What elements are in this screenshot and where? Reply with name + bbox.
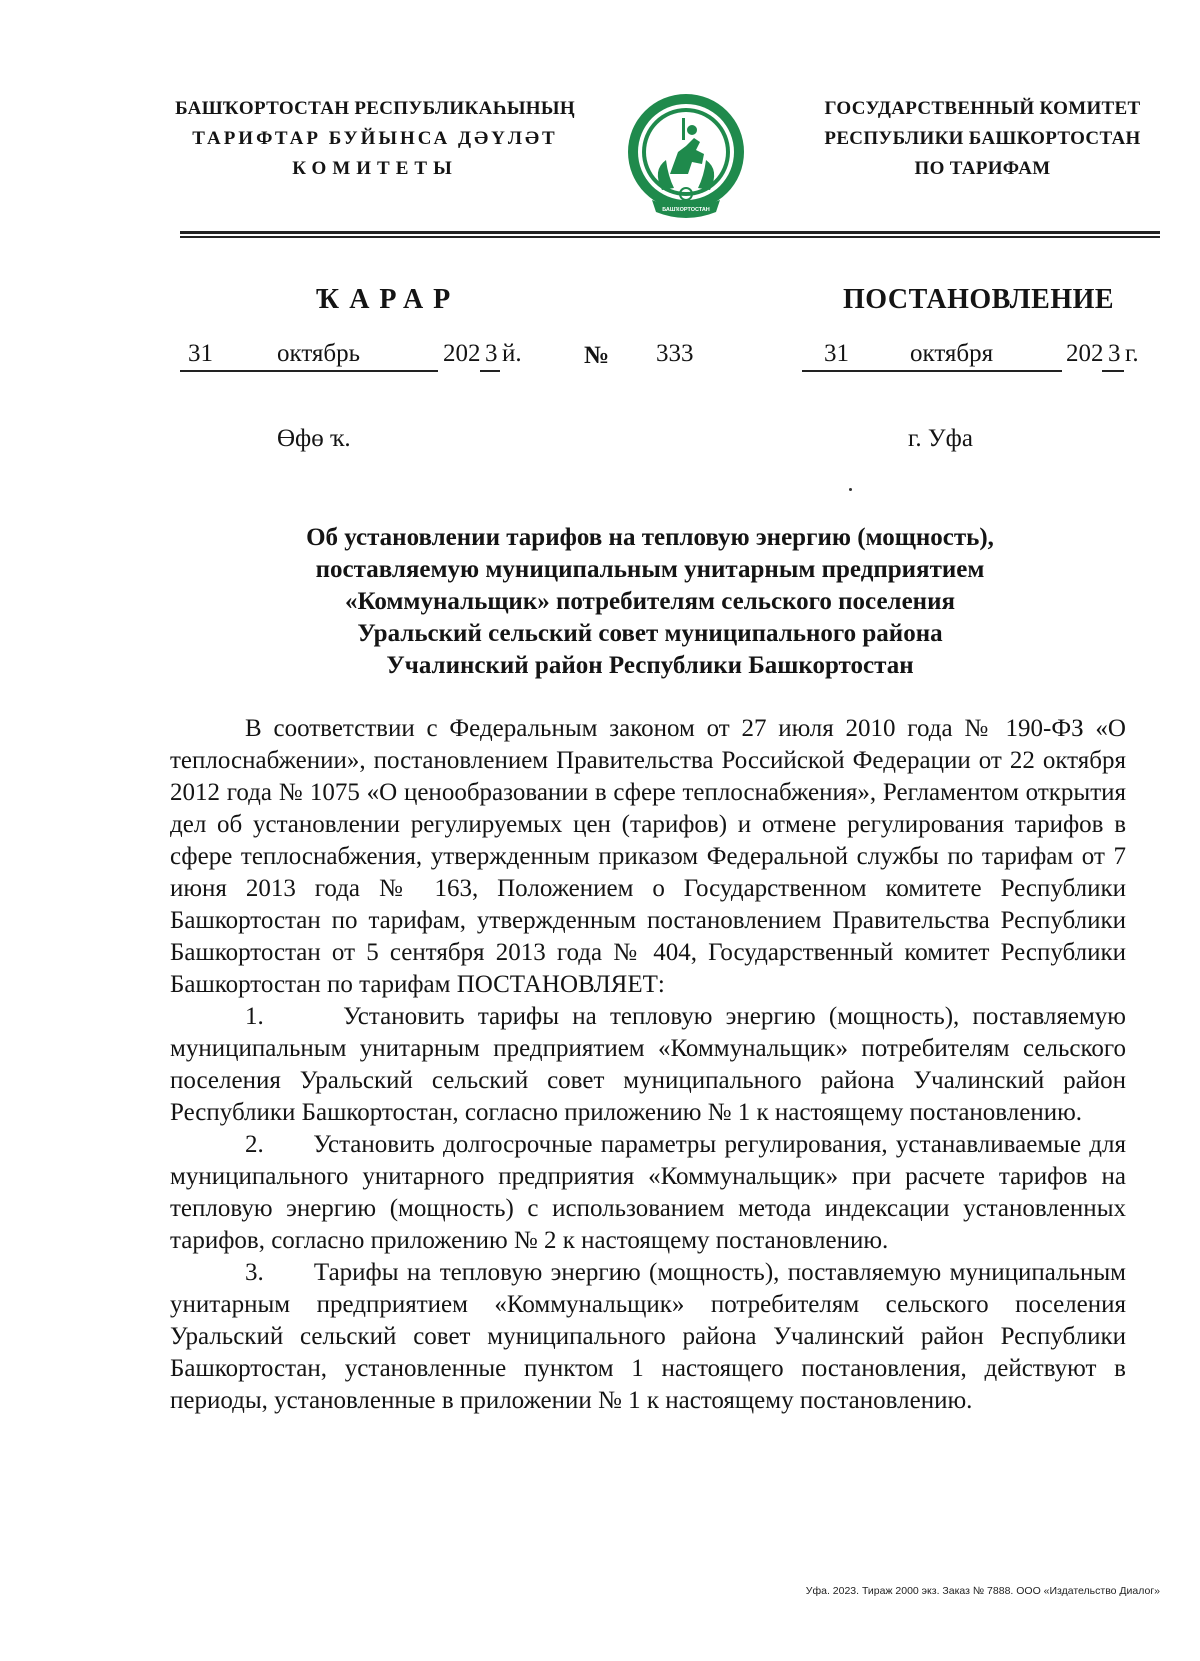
issuer-russian-line-3: ПО ТАРИФАМ [914, 158, 1051, 179]
title-line-4: Уральский сельский совет муниципального района [357, 620, 943, 647]
document-number: 333 [656, 340, 694, 367]
preamble-paragraph: В соответствии с Федеральным законом от 27 июля 2010 года № 190-ФЗ «О теплоснабжении», постановлением Правительства Российской Федерации от 22 октября 2012 года № 1075 «О ценообразовании в сфере теплоснабжения», Регламентом открытия дел об установлении регулируемых цен (тарифов) и отмене регулирования тарифов в сфере теплоснабжения, утвержденным приказом Федеральной службы по тарифам от 7 июня 2013 года № 163, Положением о Государственном комитете Республики Башкортостан по тарифам, утвержденным постановлением Правительства Республики Башкортостан от 5 сентября 2013 года № 404, Государственный комитет Республики Башкортостан по тарифам ПОСТАНОВЛЯЕТ: [170, 715, 1126, 998]
header-divider-thin [180, 236, 1160, 238]
date-russian-month: октября [910, 340, 994, 367]
date-bashkir-year-prefix: 202 [443, 340, 481, 367]
issuer-bashkir-line-3: КОМИТЕТЫ [292, 158, 458, 179]
title-line-3: «Коммунальщик» потребителям сельского поселения [344, 588, 956, 615]
date-russian [802, 340, 1168, 376]
issuer-bashkir-line-2: ТАРИФТАР БУЙЫНСА ДӘҮЛӘТ [192, 128, 558, 149]
issuer-russian-line-1: ГОСУДАРСТВЕННЫЙ КОМИТЕТ [824, 98, 1141, 119]
resolution-item-2: 2. Установить долгосрочные параметры регулирования, устанавливаемые для муниципального унитарного предприятия «Коммунальщик» при расчете тарифов на тепловую энергию (мощность) с использованием метода индексации установленных тарифов, согласно приложению № 2 к настоящему постановлению. [170, 1131, 1126, 1254]
date-bashkir-month: октябрь [277, 340, 361, 367]
doc-type-bashkir: ҠАРАР [316, 284, 461, 315]
stray-mark [849, 488, 852, 491]
issuer-name-russian [800, 94, 1165, 184]
document-title [170, 522, 1130, 682]
date-russian-suffix: г. [1125, 340, 1139, 367]
date-russian-year-underline [1102, 370, 1124, 372]
title-line-5: Учалинский район Республики Башкортостан [386, 652, 914, 679]
date-russian-year-prefix: 202 [1066, 340, 1104, 367]
date-russian-year-digit: 3 [1108, 340, 1121, 367]
resolution-item-1: 1. Установить тарифы на тепловую энергию (мощность), поставляемую муниципальным унитарным предприятием «Коммунальщик» потребителям сельского поселения Уральский сельский совет муниципального района Учалинский район Республики Башкортостан, согласно приложению № 1 к настоящему постановлению. [170, 1003, 1126, 1126]
printer-imprint: Уфа. 2023. Тираж 2000 экз. Заказ № 7888. ООО «Издательство Диалог» [805, 1585, 1160, 1597]
issuer-bashkir-line-1: БАШҠОРТОСТАН РЕСПУБЛИКАҺЫНЫҢ [175, 98, 575, 119]
coat-of-arms-emblem [622, 90, 750, 222]
place-bashkir: Өфө ҡ. [277, 425, 351, 452]
date-bashkir [180, 340, 550, 376]
date-bashkir-suffix: й. [502, 340, 522, 367]
document-body [170, 713, 1126, 1417]
date-bashkir-day: 31 [188, 340, 213, 367]
date-russian-underline [802, 370, 1062, 372]
title-line-1: Об установлении тарифов на тепловую энергию (мощность), [306, 524, 994, 551]
header-divider-thick [180, 231, 1160, 234]
date-bashkir-year-digit: 3 [485, 340, 498, 367]
issuer-name-bashkir [170, 94, 580, 184]
title-line-2: поставляемую муниципальным унитарным предприятием [315, 556, 985, 583]
number-sign: № [584, 342, 610, 369]
emblem-ribbon-label: БАШҠОРТОСТАН [662, 207, 710, 213]
date-russian-day: 31 [824, 340, 849, 367]
place-russian: г. Уфа [908, 425, 973, 452]
date-bashkir-year-underline [480, 370, 500, 372]
doc-type-russian: ПОСТАНОВЛЕНИЕ [843, 284, 1115, 315]
resolution-item-3: 3. Тарифы на тепловую энергию (мощность), поставляемую муниципальным унитарным предприятием «Коммунальщик» потребителям сельского поселения Уральский сельский совет муниципального района Учалинский район Республики Башкортостан, установленные пунктом 1 настоящего постановления, действуют в периоды, установленные в приложении № 1 к настоящему постановлению. [170, 1259, 1126, 1414]
date-bashkir-underline [180, 370, 438, 372]
issuer-russian-line-2: РЕСПУБЛИКИ БАШКОРТОСТАН [824, 128, 1141, 149]
